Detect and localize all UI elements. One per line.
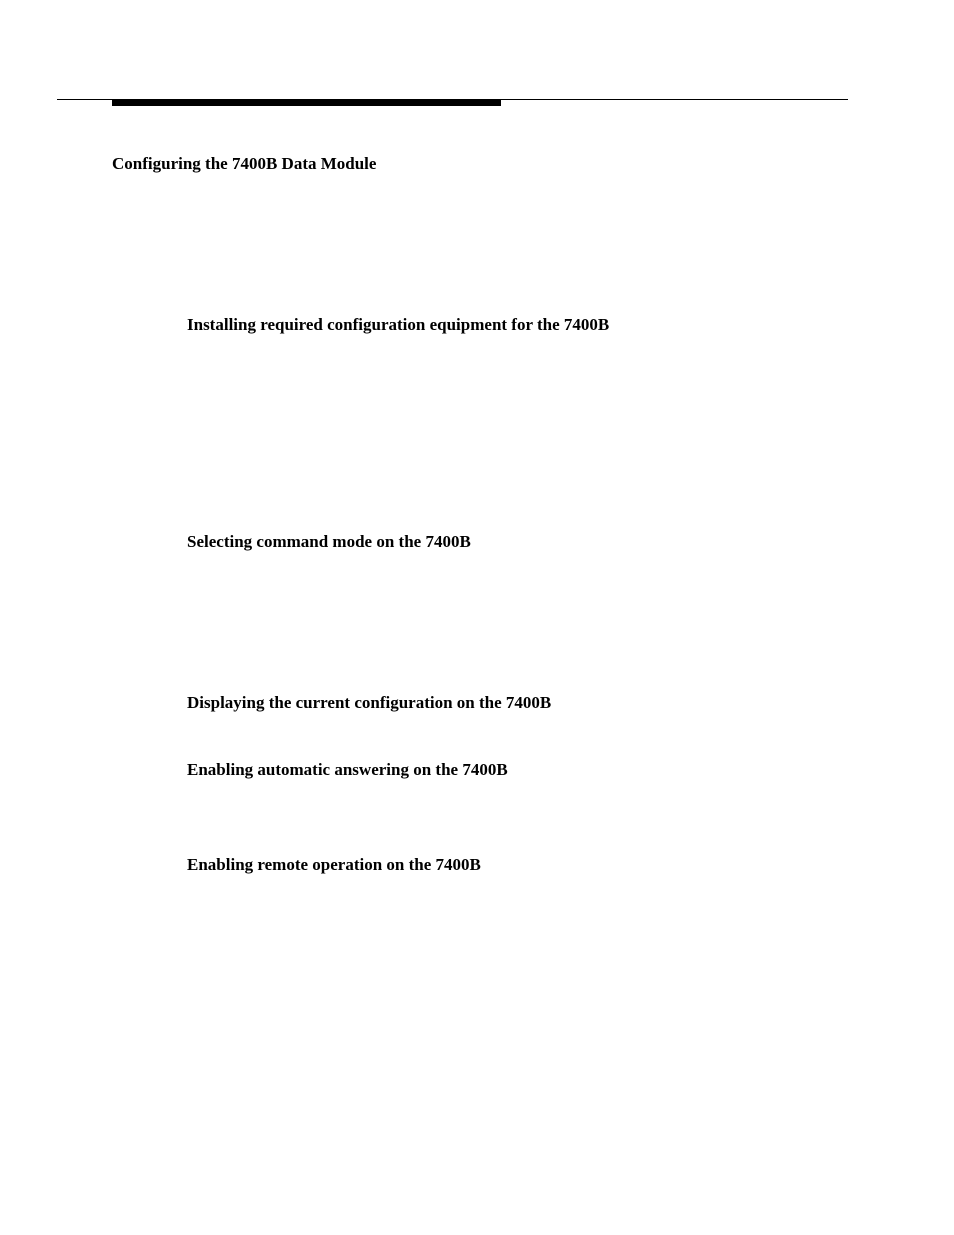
subsection-heading-remote-operation: Enabling remote operation on the 7400B: [187, 855, 481, 874]
subsection-heading-installing-equipment: Installing required configuration equipment for the 7400B: [187, 315, 610, 334]
section-title: Configuring the 7400B Data Module: [112, 154, 377, 173]
subsection-heading-automatic-answering: Enabling automatic answering on the 7400B: [187, 760, 508, 779]
subsection-heading-selecting-command-mode: Selecting command mode on the 7400B: [187, 532, 471, 551]
subsection-heading-displaying-configuration: Displaying the current configuration on the 7400B: [187, 693, 552, 712]
header-thick-bar: [112, 99, 501, 106]
